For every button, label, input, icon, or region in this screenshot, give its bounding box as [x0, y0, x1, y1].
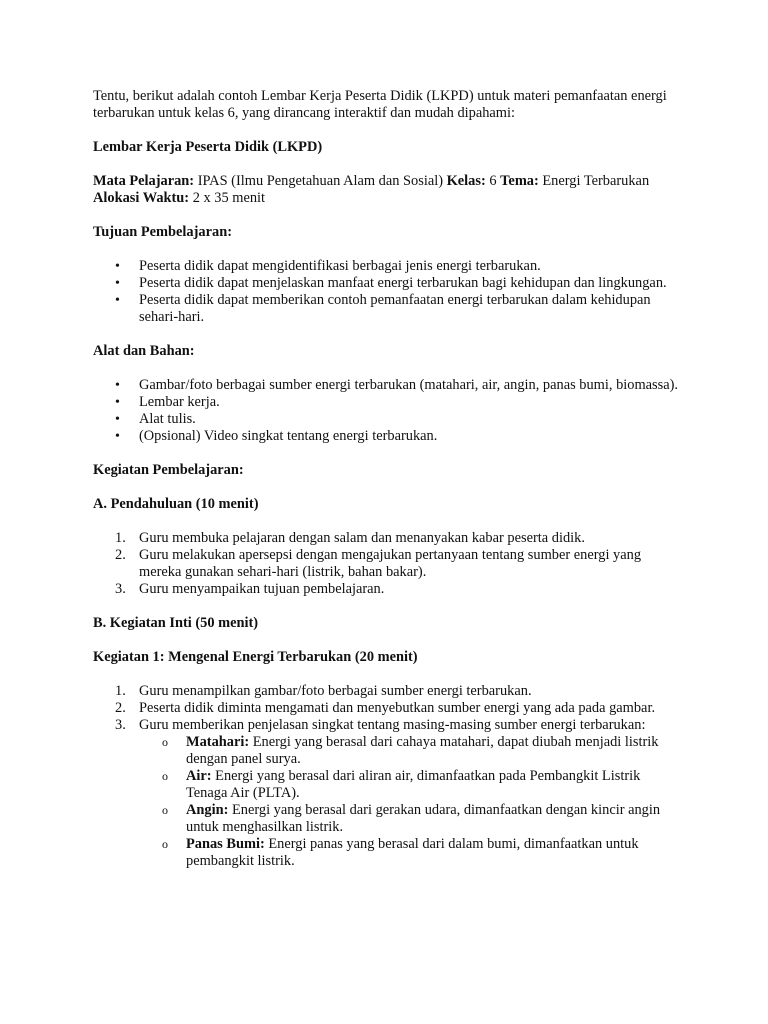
class-value: 6 [485, 173, 501, 189]
item-text: Guru menampilkan gambar/foto berbagai sumber energi terbarukan. [139, 683, 532, 699]
subject-value: IPAS (Ilmu Pengetahuan Alam dan Sosial) [194, 173, 447, 189]
list-item [93, 547, 683, 581]
source-label: Air: [186, 768, 212, 784]
source-label: Angin: [186, 802, 229, 818]
core-section-heading: B. Kegiatan Inti (50 menit) [93, 615, 259, 631]
time-value: 2 x 35 menit [189, 190, 266, 206]
activities-heading: Kegiatan Pembelajaran: [93, 462, 244, 478]
objectives-heading: Tujuan Pembelajaran: [93, 224, 232, 240]
list-item [93, 683, 683, 700]
list-item: • Alat tulis. [93, 411, 683, 428]
item-number: 2. [115, 547, 126, 563]
item-number: 3. [115, 581, 126, 597]
source-text: Energi panas yang berasal dari dalam bumi, dimanfaatkan untuk pembangkit listrik. [186, 836, 639, 869]
materials-list [93, 377, 683, 445]
theme-value: Energi Terbarukan [538, 173, 650, 189]
source-label: Matahari: [186, 734, 250, 750]
class-label: Kelas: [446, 173, 486, 189]
sub-list-item [139, 734, 683, 768]
list-item: • Peserta didik dapat menjelaskan manfaat energi terbarukan bagi kehidupan dan lingkungan. [93, 275, 683, 292]
item-text: Guru memberikan penjelasan singkat tentang masing-masing sumber energi terbarukan: [139, 717, 646, 733]
intro-paragraph: Tentu, berikut adalah contoh Lembar Kerja Peserta Didik (LKPD) untuk materi pemanfaatan energi terbarukan untuk kelas 6, yang dirancang interaktif dan mudah dipahami: [93, 88, 667, 121]
source-text: Energi yang berasal dari cahaya matahari, dapat diubah menjadi listrik dengan panel surya. [186, 734, 659, 767]
sub-list-item [139, 768, 683, 802]
time-label: Alokasi Waktu: [93, 190, 190, 206]
list-item [93, 581, 683, 598]
item-text: Guru menyampaikan tujuan pembelajaran. [139, 581, 385, 597]
document-title: Lembar Kerja Peserta Didik (LKPD) [93, 139, 323, 155]
activity1-list [93, 683, 683, 870]
item-number: 2. [115, 700, 126, 716]
objectives-list [93, 258, 683, 326]
list-item: • (Opsional) Video singkat tentang energi terbarukan. [93, 428, 683, 445]
meta-info [93, 173, 683, 207]
energy-sources-list [139, 734, 683, 870]
item-text: Guru melakukan apersepsi dengan mengajukan pertanyaan tentang sumber energi yang mereka gunakan sehari-hari (listrik, bahan bakar). [139, 547, 642, 580]
item-number: 1. [115, 530, 126, 546]
source-text: Energi yang berasal dari gerakan udara, dimanfaatkan dengan kincir angin untuk menghasilkan listrik. [186, 802, 661, 835]
list-item [93, 700, 683, 717]
materials-heading: Alat dan Bahan: [93, 343, 195, 359]
list-item: • Lembar kerja. [93, 394, 683, 411]
list-item: • Peserta didik dapat mengidentifikasi berbagai jenis energi terbarukan. [93, 258, 683, 275]
intro-section-list [93, 530, 683, 598]
list-item [93, 530, 683, 547]
subject-label: Mata Pelajaran: [93, 173, 195, 189]
activity1-heading: Kegiatan 1: Mengenal Energi Terbarukan (20 menit) [93, 649, 418, 665]
list-item: • Gambar/foto berbagai sumber energi terbarukan (matahari, air, angin, panas bumi, biomassa). [93, 377, 683, 394]
intro-section-heading: A. Pendahuluan (10 menit) [93, 496, 259, 512]
sub-list-item [139, 836, 683, 870]
document-body [93, 88, 683, 887]
item-text: Guru membuka pelajaran dengan salam dan menanyakan kabar peserta didik. [139, 530, 585, 546]
sub-list-item [139, 802, 683, 836]
list-item: • Peserta didik dapat memberikan contoh pemanfaatan energi terbarukan dalam kehidupan sehari-hari. [93, 292, 683, 326]
source-text: Energi yang berasal dari aliran air, dimanfaatkan pada Pembangkit Listrik Tenaga Air (PLTA). [186, 768, 641, 801]
source-label: Panas Bumi: [186, 836, 265, 852]
item-number: 3. [115, 717, 126, 733]
item-text: Peserta didik diminta mengamati dan menyebutkan sumber energi yang ada pada gambar. [139, 700, 656, 716]
theme-label: Tema: [500, 173, 539, 189]
list-item [93, 717, 683, 870]
item-number: 1. [115, 683, 126, 699]
